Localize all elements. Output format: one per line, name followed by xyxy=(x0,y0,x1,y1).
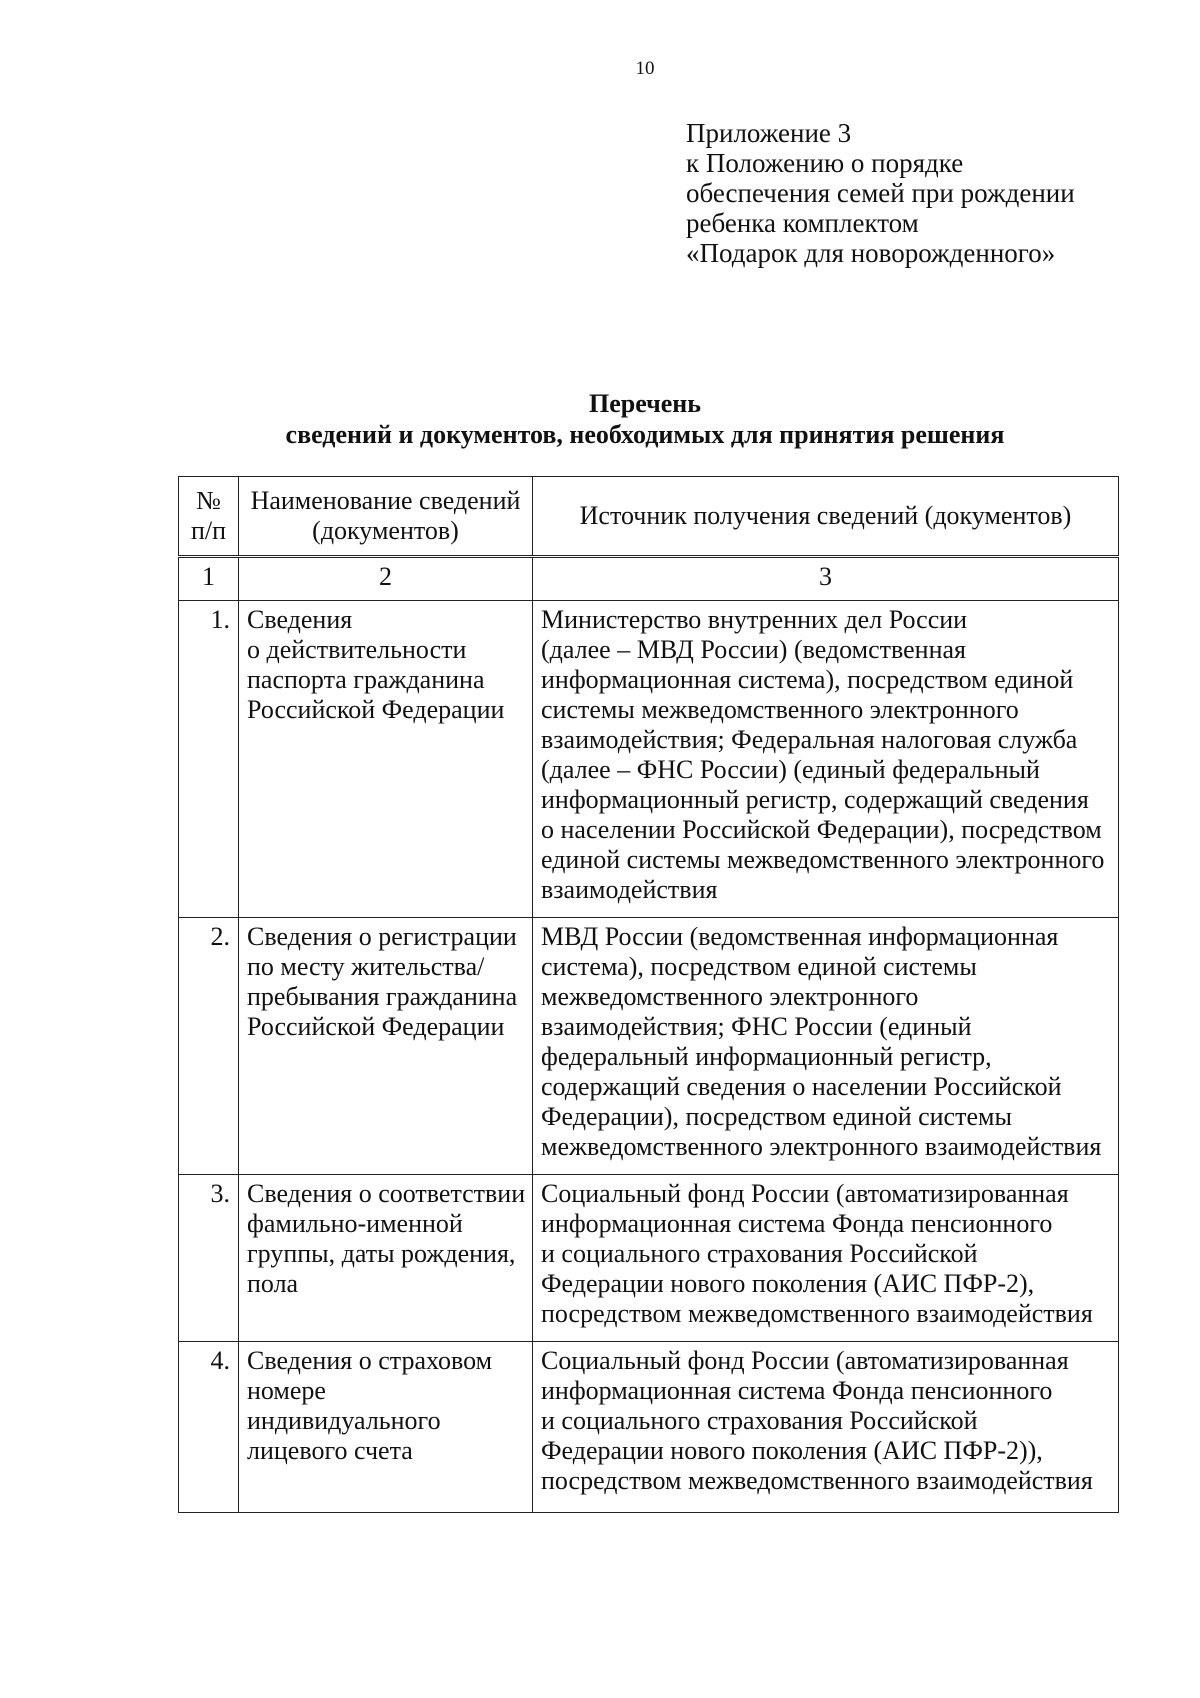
row-name-line: пола xyxy=(247,1269,299,1298)
row-name-line: Российской Федерации xyxy=(247,695,505,724)
header-number-line: № xyxy=(196,486,221,515)
row-name-line: номере xyxy=(247,1376,326,1405)
row-source xyxy=(533,601,1119,918)
column-number: 3 xyxy=(533,557,1119,601)
table-row xyxy=(179,1175,1119,1342)
row-source-line: Министерство внутренних дел России xyxy=(541,605,968,634)
row-name-line: пребывания гражданина xyxy=(247,982,518,1011)
appendix-line: к Положению о порядке xyxy=(686,148,964,178)
appendix-line: ребенка комплектом xyxy=(686,208,919,238)
title-line-1: Перечень xyxy=(588,389,702,418)
row-source-line: о населении Российской Федерации), посредством xyxy=(541,815,1102,844)
row-source-line: взаимодействия xyxy=(541,875,718,904)
appendix-heading xyxy=(686,118,1166,268)
column-number: 1 xyxy=(179,557,239,601)
row-source-line: Социальный фонд России (автоматизированная xyxy=(541,1179,1069,1208)
documents-table xyxy=(178,476,1119,1513)
row-source-line: Федерации нового поколения (АИС ПФР-2)), xyxy=(541,1436,1043,1465)
row-source-line: система), посредством единой системы xyxy=(541,952,977,981)
row-number: 3. xyxy=(179,1175,239,1342)
row-source-line: взаимодействия; ФНС России (единый xyxy=(541,1012,972,1041)
row-number: 1. xyxy=(179,601,239,918)
row-source-line: Социальный фонд России (автоматизированная xyxy=(541,1346,1069,1375)
row-source-line: информационная система Фонда пенсионного xyxy=(541,1376,1053,1405)
header-number-line: п/п xyxy=(190,516,227,545)
page-number: 10 xyxy=(635,58,655,79)
row-source-line: единой системы межведомственного электронного xyxy=(541,845,1105,874)
document-title xyxy=(0,388,1200,450)
row-source xyxy=(533,1175,1119,1342)
row-name-line: Сведения о страховом xyxy=(247,1346,493,1375)
row-name-line: Сведения о соответствии xyxy=(247,1179,526,1208)
row-source-line: информационная система), посредством единой xyxy=(541,665,1074,694)
row-name-line: фамильно-именной xyxy=(247,1209,463,1238)
row-name-line: Российской Федерации xyxy=(247,1012,505,1041)
row-source-line: и социального страхования Российской xyxy=(541,1239,978,1268)
header-name xyxy=(239,477,533,557)
header-name-line: (документов) xyxy=(312,516,459,545)
row-source-line: информационная система Фонда пенсионного xyxy=(541,1209,1053,1238)
row-source-line: и социального страхования Российской xyxy=(541,1406,978,1435)
row-name-line: группы, даты рождения, xyxy=(247,1239,516,1268)
header-source: Источник получения сведений (документов) xyxy=(533,477,1119,557)
appendix-line: «Подарок для новорожденного» xyxy=(686,238,1056,268)
row-source-line: Федерации нового поколения (АИС ПФР-2), xyxy=(541,1269,1035,1298)
row-name xyxy=(239,918,533,1175)
row-name-line: лицевого счета xyxy=(247,1436,413,1465)
header-name-line: Наименование сведений xyxy=(250,486,521,515)
row-name xyxy=(239,601,533,918)
appendix-line: обеспечения семей при рождении xyxy=(686,178,1075,208)
row-source-line: федеральный информационный регистр, xyxy=(541,1042,992,1071)
table-row xyxy=(179,1342,1119,1513)
row-name-line: по месту жительства/ xyxy=(247,952,485,981)
table-row xyxy=(179,601,1119,918)
header-number xyxy=(179,477,239,557)
row-source-line: межведомственного электронного взаимодействия xyxy=(541,1132,1102,1161)
appendix-line: Приложение 3 xyxy=(686,118,852,148)
row-name-line: Сведения о регистрации xyxy=(247,922,517,951)
row-source-line: МВД России (ведомственная информационная xyxy=(541,922,1059,951)
row-name-line: о действительности xyxy=(247,635,467,664)
row-source-line: (далее – МВД России) (ведомственная xyxy=(541,635,967,664)
title-line-2: сведений и документов, необходимых для принятия решения xyxy=(285,420,1005,449)
row-name xyxy=(239,1175,533,1342)
row-name xyxy=(239,1342,533,1513)
table-header-row xyxy=(179,477,1119,557)
row-source-line: информационный регистр, содержащий сведения xyxy=(541,785,1089,814)
row-source-line: Федерации), посредством единой системы xyxy=(541,1102,1012,1131)
row-source-line: межведомственного электронного xyxy=(541,982,919,1011)
row-source-line: посредством межведомственного взаимодействия xyxy=(541,1466,1093,1495)
row-source-line: посредством межведомственного взаимодействия xyxy=(541,1299,1093,1328)
row-source-line: взаимодействия; Федеральная налоговая служба xyxy=(541,725,1078,754)
row-source xyxy=(533,1342,1119,1513)
table-row xyxy=(179,918,1119,1175)
column-number-row xyxy=(179,557,1119,601)
column-number: 2 xyxy=(239,557,533,601)
row-number: 2. xyxy=(179,918,239,1175)
row-source xyxy=(533,918,1119,1175)
row-name-line: Сведения xyxy=(247,605,353,634)
row-name-line: индивидуального xyxy=(247,1406,441,1435)
row-source-line: (далее – ФНС России) (единый федеральный xyxy=(541,755,1040,784)
row-name-line: паспорта гражданина xyxy=(247,665,485,694)
row-number: 4. xyxy=(179,1342,239,1513)
row-source-line: содержащий сведения о населении Российской xyxy=(541,1072,1062,1101)
row-source-line: системы межведомственного электронного xyxy=(541,695,1019,724)
